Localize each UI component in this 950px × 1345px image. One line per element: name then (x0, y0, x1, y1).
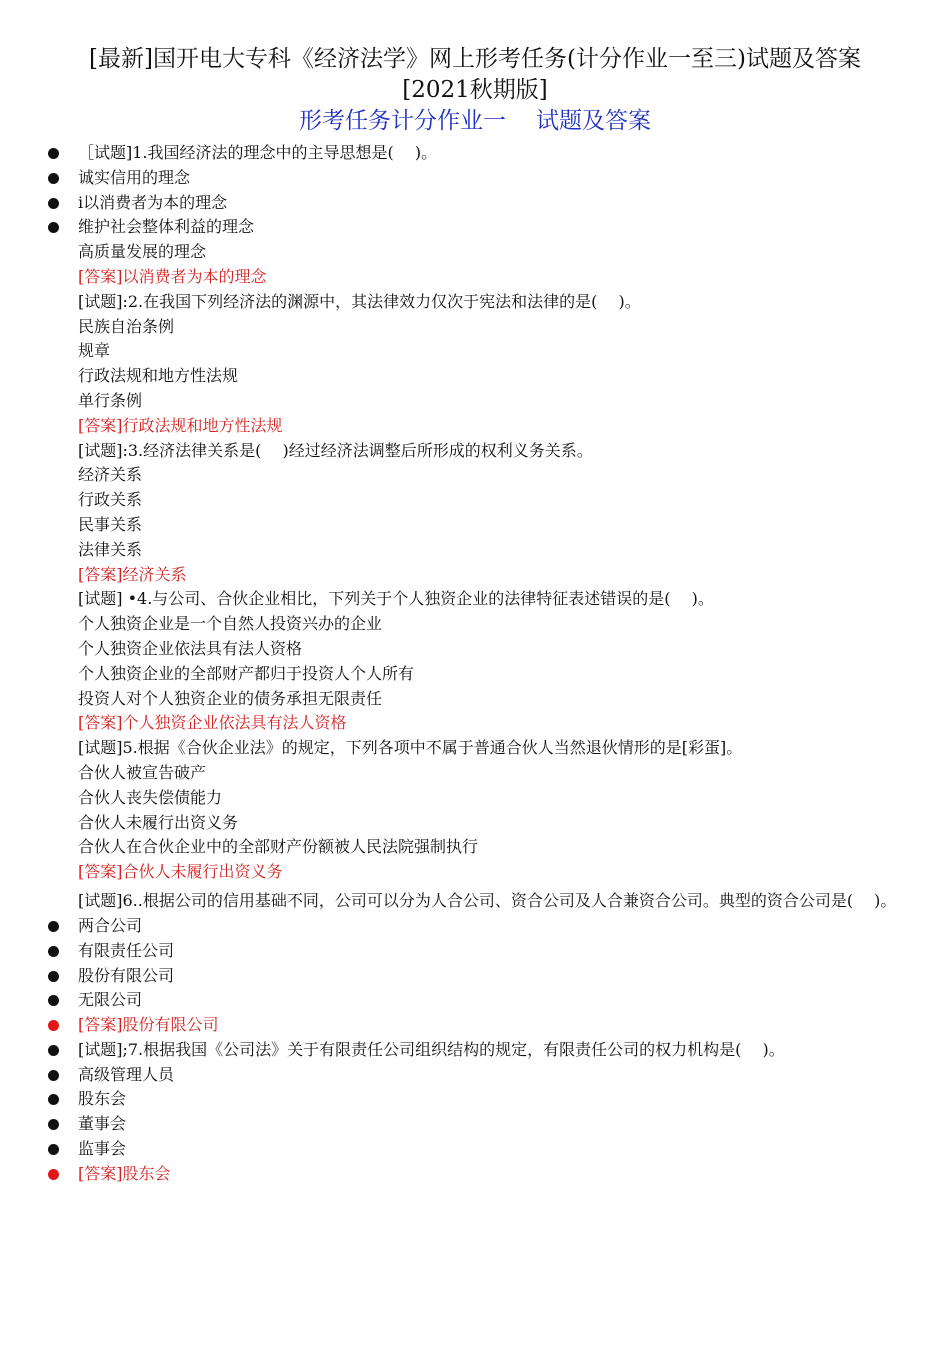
option-line: 合伙人被宣告破产 (78, 762, 207, 782)
question-text: [试题];7.根据我国《公司法》关于有限责任公司组织结构的规定，有限责任公司的权力机构是( )。 (78, 1039, 785, 1059)
bullet-icon (48, 173, 59, 184)
document-title: [最新]国开电大专科《经济法学》网上形考任务(计分作业一至三)试题及答案 (89, 46, 861, 72)
option-line (0, 939, 950, 964)
bullet-icon (48, 1070, 59, 1081)
bullet-icon (48, 222, 59, 233)
bullet-icon (48, 1020, 59, 1031)
option-line (0, 964, 950, 989)
question-list (0, 141, 950, 1187)
option-text: 高级管理人员 (78, 1064, 175, 1084)
option-text: 监事会 (78, 1139, 127, 1159)
option-text: 无限公司 (78, 990, 143, 1010)
answer-text: [答案]股东会 (78, 1163, 171, 1183)
bullet-icon (48, 946, 59, 957)
answer-line: [答案]经济关系 (78, 564, 187, 584)
option-line: 法律关系 (78, 539, 143, 559)
option-line (0, 166, 950, 191)
option-line: 合伙人丧失偿债能力 (78, 787, 223, 807)
option-line: 合伙人在合伙企业中的全部财产份额被人民法院强制执行 (78, 837, 479, 857)
bullet-icon (48, 1144, 59, 1155)
option-line (0, 1087, 950, 1112)
option-text: 股份有限公司 (78, 965, 175, 985)
option-line (0, 1137, 950, 1162)
question-line: [试题]6..根据公司的信用基础不同，公司可以分为人合公司、资合公司及人合兼资合公司。典型的资合公司是( )。 (78, 890, 897, 910)
option-text: 维护社会整体利益的理念 (78, 217, 255, 237)
bullet-icon (48, 971, 59, 982)
option-text: 董事会 (78, 1114, 127, 1134)
bullet-icon (48, 1094, 59, 1105)
option-text: 股东会 (78, 1089, 127, 1109)
option-line: 行政关系 (78, 490, 143, 510)
option-line: 个人独资企业是一个自然人投资兴办的企业 (78, 614, 383, 634)
answer-line: [答案]以消费者为本的理念 (78, 266, 267, 286)
option-line: 单行条例 (78, 390, 143, 410)
option-line (0, 988, 950, 1013)
option-line: 规章 (78, 341, 111, 361)
option-line (0, 1112, 950, 1137)
bullet-icon (48, 995, 59, 1006)
option-line: 行政法规和地方性法规 (78, 366, 239, 386)
bullet-icon (48, 1045, 59, 1056)
question-line (0, 1038, 950, 1063)
answer-line: [答案]行政法规和地方性法规 (78, 415, 283, 435)
section-title-right: 试题及答案 (536, 108, 651, 134)
bullet-icon (48, 1119, 59, 1130)
answer-line: [答案]个人独资企业依法具有法人资格 (78, 713, 347, 733)
option-line: 经济关系 (78, 465, 143, 485)
option-line: 民事关系 (78, 514, 143, 534)
answer-line (0, 1162, 950, 1187)
option-text: i以消费者为本的理念 (78, 192, 228, 212)
question-line: [试题]:2.在我国下列经济法的渊源中，其法律效力仅次于宪法和法律的是( )。 (78, 291, 641, 311)
answer-line (0, 1013, 950, 1038)
question-line (0, 141, 950, 166)
option-line: 合伙人未履行出资义务 (78, 812, 239, 832)
option-line: 高质量发展的理念 (78, 242, 207, 262)
option-line: 个人独资企业依法具有法人资格 (78, 638, 303, 658)
option-line: 民族自治条例 (78, 316, 175, 336)
answer-text: [答案]股份有限公司 (78, 1015, 219, 1035)
option-line (0, 914, 950, 939)
option-line (0, 215, 950, 240)
question-text: ［试题]1.我国经济法的理念中的主导思想是( )。 (78, 143, 438, 162)
option-text: 两合公司 (78, 915, 143, 935)
bullet-icon (48, 921, 59, 932)
answer-line: [答案]合伙人未履行出资义务 (78, 862, 283, 882)
bullet-icon (48, 148, 59, 159)
option-line: 个人独资企业的全部财产都归于投资人个人所有 (78, 663, 415, 683)
option-text: 有限责任公司 (78, 940, 175, 960)
option-line: 投资人对个人独资企业的债务承担无限责任 (78, 688, 383, 708)
section-title (0, 106, 950, 136)
document-subtitle: [2021秋期版] (402, 77, 548, 103)
question-line: [试题]5.根据《合伙企业法》的规定，下列各项中不属于普通合伙人当然退伙情形的是[彩蛋]。 (78, 738, 743, 758)
bullet-icon (48, 198, 59, 209)
bullet-icon (48, 1169, 59, 1180)
question-line: [试题]:3.经济法律关系是( )经过经济法调整后所形成的权利义务关系。 (78, 440, 593, 460)
option-line (0, 1063, 950, 1088)
question-line: [试题] •4.与公司、合伙企业相比，下列关于个人独资企业的法律特征表述错误的是( )。 (78, 589, 714, 609)
option-text: 诚实信用的理念 (78, 167, 191, 187)
option-line (0, 191, 950, 216)
section-title-left: 形考任务计分作业一 (299, 108, 506, 134)
